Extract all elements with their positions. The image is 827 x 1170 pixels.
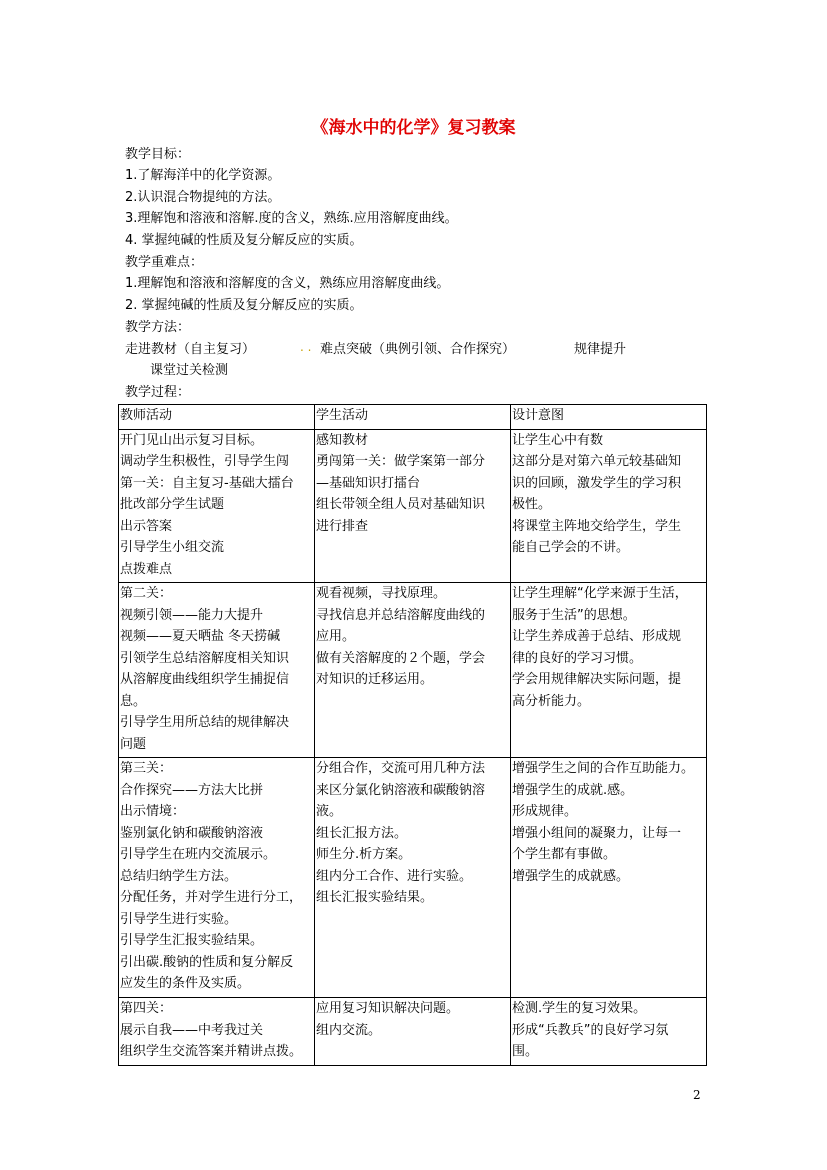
cell-line: 合作探究——方法大比拼 [120,782,264,798]
cell-line: 液。 [316,804,343,819]
cell-line: 引导学生用所总结的规律解决 [120,715,290,730]
cell-line: 开门见山出示复习目标。 [120,432,264,448]
cell-line: 批改部分学生试题 [120,497,225,512]
cell-line: 鉴别氯化钠和碳酸钠溶液 [120,825,264,841]
cell-line: 服务于生活”的思想。 [512,607,636,623]
cell-line: 形成“兵教兵”的良好学习氛 [512,1022,669,1038]
cell-line: 进行排查 [316,518,369,534]
cell-line: 增强学生的成就.感。 [512,782,634,798]
table-row [119,583,707,758]
cell-line: 来区分氯化钠溶液和碳酸钠溶 [316,782,486,798]
key-point-item: 2. 掌握纯碱的性质及复分解反应的实质。 [125,298,363,313]
process-heading: 教学过程： [125,385,191,400]
design-cell [511,758,707,998]
header-design: 设计意图 [511,405,707,430]
cell-line: 围。 [512,1044,539,1059]
cell-line: 第四关： [120,1001,173,1016]
cell-line: 增强学生的成就感。 [512,868,630,884]
cell-line: 个学生都有事做。 [512,847,617,862]
cell-line: 学会用规律解决实际问题，提 [512,672,682,687]
teacher-cell [119,429,315,583]
cell-line: 师生分.析方案。 [316,847,412,862]
key-point-item: 1.理解饱和溶液和溶解度的含义，熟练应用溶解度曲线。 [125,276,450,291]
page-number: 2 [693,1088,701,1102]
header-teacher: 教师活动 [119,405,315,430]
design-cell [511,429,707,583]
cell-line: 做有关溶解度的２个题，学会 [316,650,486,666]
cell-line: 点拨难点 [120,561,173,577]
cell-line: 将课堂主阵地交给学生，学生 [512,518,682,534]
cell-line: 视频引领——能力大提升 [120,607,264,623]
cell-line: 观看视频，寻找原理。 [316,586,447,601]
process-table [118,404,707,1066]
cell-line: 组织学生交流答案并精讲点拨。 [120,1044,303,1059]
goal-item: 1.了解海洋中的化学资源。 [125,168,281,183]
cell-line: 分配任务，并对学生进行分工， [120,890,303,905]
cell-line: 从溶解度曲线组织学生捕捉信 [120,672,290,687]
teacher-cell [119,758,315,998]
cell-line: 让学生心中有数 [512,432,604,448]
decorative-dots: . . [300,340,312,354]
cell-line: 引导学生在班内交流展示。 [120,847,277,862]
cell-line: 引导学生汇报实验结果。 [120,933,264,948]
cell-line: 高分析能力。 [512,693,591,709]
cell-line: 增强学生之间的合作互助能力。 [512,761,695,776]
cell-line: 第三关： [120,761,173,776]
cell-line: 分组合作，交流可用几种方法 [316,761,486,776]
cell-line: 视频——夏天晒盐 冬天捞碱 [120,629,281,644]
goals-heading: 教学目标： [125,147,191,162]
cell-line: 检测.学生的复习效果。 [512,1001,647,1016]
cell-line: 引出碳.酸钠的性质和复分解反 [120,954,294,970]
cell-line: 能自己学会的不讲。 [512,540,630,555]
cell-line: 第二关： [120,586,173,601]
cell-line: 组长汇报方法。 [316,825,408,841]
cell-line: 这部分是对第六单元较基础知 [512,454,682,469]
cell-line: 息。 [120,693,147,709]
goal-item: 3.理解饱和溶液和溶解.度的含义，熟练.应用溶解度曲线。 [125,211,458,226]
cell-line: 寻找信息并总结溶解度曲线的 [316,607,486,623]
student-cell [315,758,511,998]
goal-item: 2.认识混合物提纯的方法。 [125,190,281,205]
header-student: 学生活动 [315,405,511,430]
page-title: 《海水中的化学》复习教案 [311,118,516,138]
student-cell [315,998,511,1066]
cell-line: 组内交流。 [316,1022,382,1038]
cell-line: 让学生养成善于总结、形成规 [512,629,682,644]
table-row [119,758,707,998]
method-item: 课堂过关检测 [150,363,229,378]
cell-line: 应发生的条件及实质。 [120,976,251,991]
method-item: 走进教材（自主复习） [125,342,256,357]
method-item: 难点突破（典例引领、合作探究） [320,342,516,357]
cell-line: 律的良好的学习习惯。 [512,650,643,666]
cell-line: 组长汇报实验结果。 [316,890,434,905]
cell-line: 问题 [120,736,147,752]
goal-item: 4. 掌握纯碱的性质及复分解反应的实质。 [125,233,363,248]
table-row [119,429,707,583]
student-cell [315,429,511,583]
cell-line: 应用。 [316,629,356,644]
cell-line: 增强小组间的凝聚力，让每一 [512,825,682,841]
cell-line: 总结归纳学生方法。 [120,868,238,884]
cell-line: 调动学生积极性，引导学生闯 [120,454,290,469]
cell-line: 形成规律。 [512,804,578,819]
cell-line: 应用复习知识解决问题。 [316,1001,460,1016]
cell-line: 对知识的迁移运用。 [316,672,434,687]
cell-line: 识的回顾，激发学生的学习积 [512,475,682,491]
design-cell [511,998,707,1066]
teacher-cell [119,583,315,758]
student-cell [315,583,511,758]
table-row [119,998,707,1066]
cell-line: 组内分工合作、进行实验。 [316,868,473,884]
cell-line: 感知教材 [316,432,369,448]
cell-line: 展示自我——中考我过关 [120,1022,264,1038]
cell-line: 第一关：自主复习-基础大擂台 [120,475,294,491]
key-points-heading: 教学重难点： [125,255,204,270]
cell-line: 出示答案 [120,518,173,534]
design-cell [511,583,707,758]
cell-line: 引导学生小组交流 [120,540,225,555]
cell-line: 极性。 [512,497,552,512]
cell-line: 出示情境： [120,804,186,819]
method-item: 规律提升 [574,342,627,357]
cell-line: 勇闯第一关：做学案第一部分 [316,454,486,469]
cell-line: 引领学生总结溶解度相关知识 [120,650,290,666]
cell-line: 引导学生进行实验。 [120,911,238,927]
methods-heading: 教学方法： [125,320,191,335]
cell-line: —基础知识打擂台 [316,475,421,491]
cell-line: 让学生理解“化学来源于生活， [512,586,688,601]
cell-line: 组长带领全组人员对基础知识 [316,497,486,512]
teacher-cell [119,998,315,1066]
table-header-row [119,405,707,430]
